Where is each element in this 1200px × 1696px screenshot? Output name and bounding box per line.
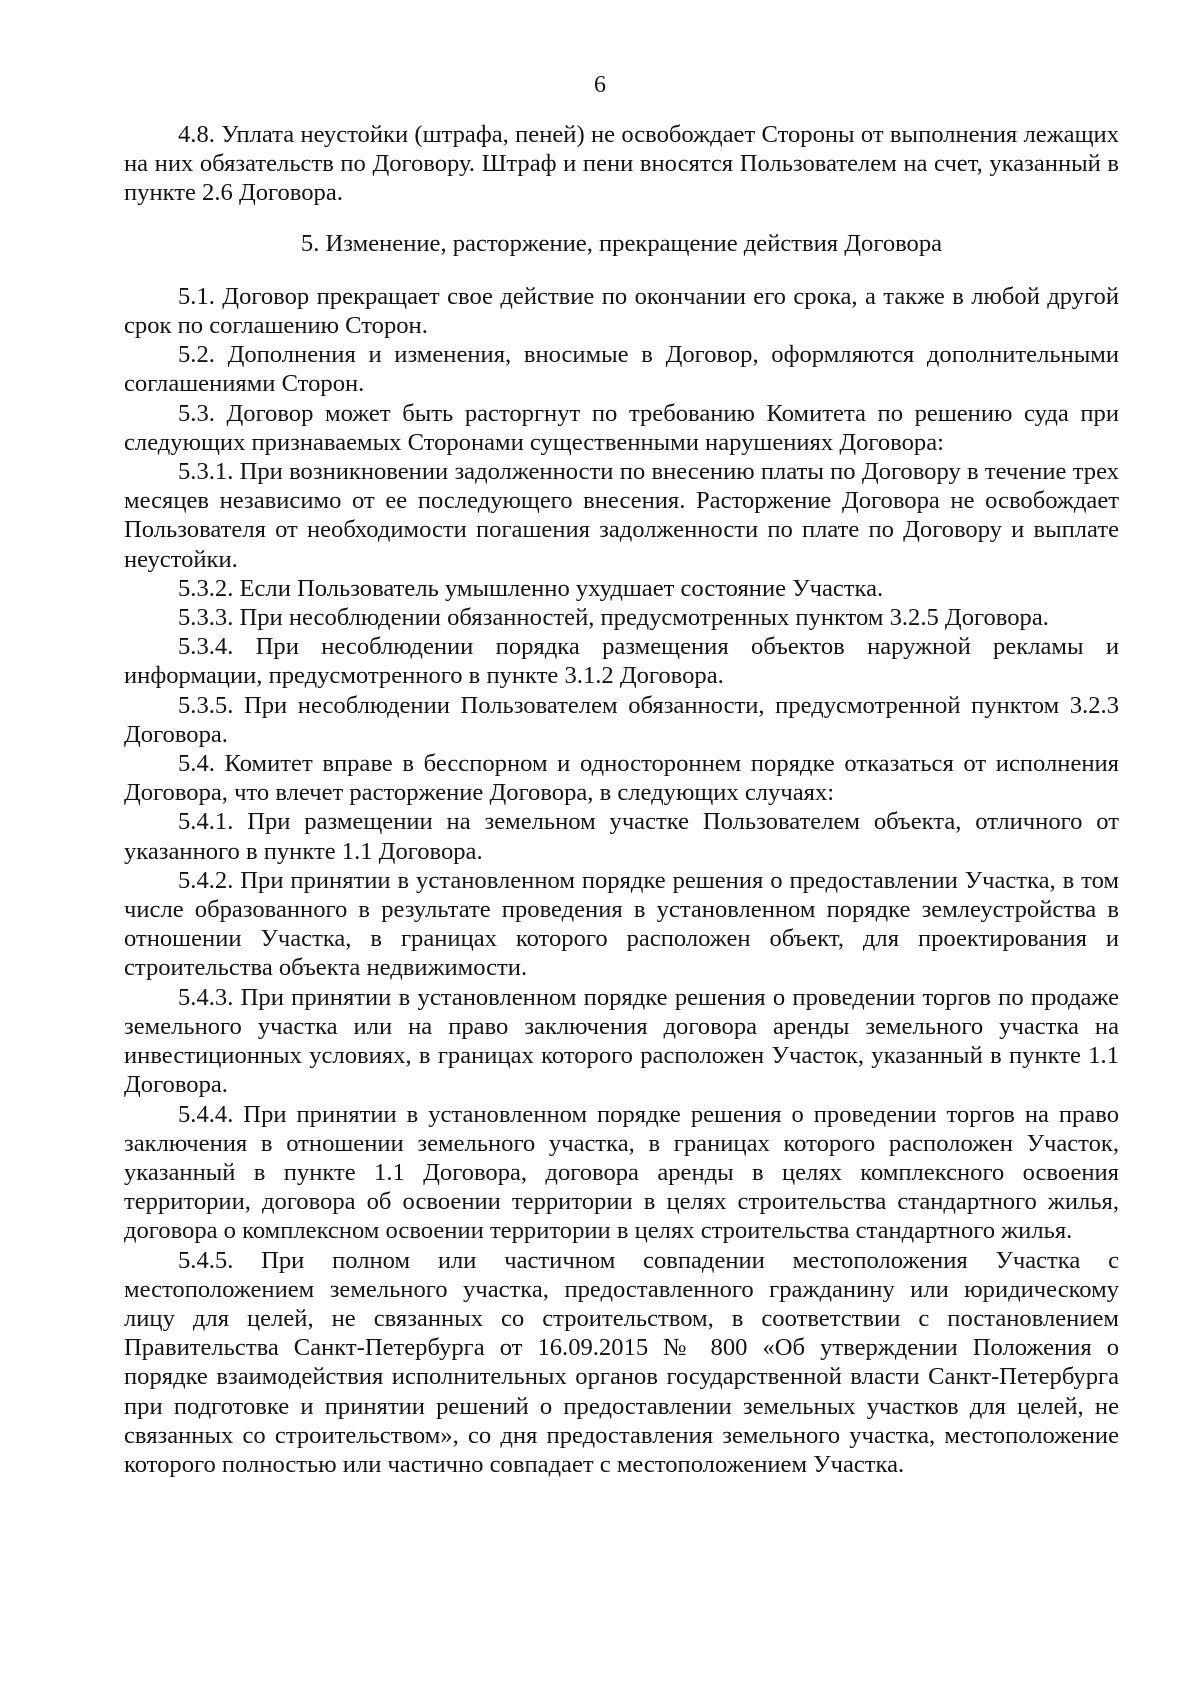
paragraph-5-3-5: 5.3.5. При несоблюдении Пользователем обязанности, предусмотренной пунктом 3.2.3 Договора.	[124, 691, 1119, 748]
paragraph-5-4-4: 5.4.4. При принятии в установленном порядке решения о проведении торгов на право заключения в отношении земельного участка, в границах которого расположен Участок, указанный в пункте 1.1 Договора, договора аренды в целях комплексного освоения территории, договора об освоении территории в целях строительства стандартного жилья, договора о комплексном освоении территории в целях строительства стандартного жилья.	[124, 1100, 1119, 1245]
paragraph-5-3-3: 5.3.3. При несоблюдении обязанностей, предусмотренных пунктом 3.2.5 Договора.	[178, 604, 1049, 632]
section-heading: 5. Изменение, расторжение, прекращение действия Договора	[300, 229, 943, 257]
paragraph-5-1: 5.1. Договор прекращает свое действие по окончании его срока, а также в любой другой срок по соглашению Сторон.	[124, 282, 1119, 340]
page-number: 6	[594, 72, 606, 98]
paragraph-4-8: 4.8. Уплата неустойки (штрафа, пеней) не освобождает Стороны от выполнения лежащих на них обязательств по Договору. Штраф и пени вносятся Пользователем на счет, указанный в пункте 2.6 Договора.	[124, 121, 1119, 207]
paragraph-5-3: 5.3. Договор может быть расторгнут по требованию Комитета по решению суда при следующих признаваемых Сторонами существенными нарушениях Договора:	[124, 399, 1119, 456]
paragraph-5-4-2: 5.4.2. При принятии в установленном порядке решения о предоставлении Участка, в том числе образованного в результате проведения в установленном порядке землеустройства в отношении Участка, в границах которого расположен объект, для проектирования и строительства объекта недвижимости.	[124, 866, 1119, 982]
paragraph-5-3-4: 5.3.4. При несоблюдении порядка размещения объектов наружной рекламы и информации, предусмотренного в пункте 3.1.2 Договора.	[124, 633, 1119, 690]
paragraph-5-2: 5.2. Дополнения и изменения, вносимые в Договор, оформляются дополнительными соглашениями Сторон.	[124, 341, 1119, 398]
paragraph-5-4-3: 5.4.3. При принятии в установленном порядке решения о проведении торгов по продаже земельного участка или на право заключения договора аренды земельного участка на инвестиционных условиях, в границах которого расположен Участок, указанный в пункте 1.1 Договора.	[124, 983, 1119, 1099]
paragraph-5-3-1: 5.3.1. При возникновении задолженности по внесению платы по Договору в течение трех месяцев независимо от ее последующего внесения. Расторжение Договора не освобождает Пользователя от необходимости погашения задолженности по плате по Договору и выплате неустойки.	[124, 458, 1119, 573]
paragraph-5-4-1: 5.4.1. При размещении на земельном участке Пользователем объекта, отличного от указанного в пункте 1.1 Договора.	[124, 808, 1119, 865]
paragraph-5-3-2: 5.3.2. Если Пользователь умышленно ухудшает состояние Участка.	[178, 574, 884, 602]
document-body	[124, 120, 1119, 1479]
paragraph-5-4: 5.4. Комитет вправе в бесспорном и одностороннем порядке отказаться от исполнения Договора, что влечет расторжение Договора, в следующих случаях:	[124, 750, 1119, 807]
paragraph-5-4-5: 5.4.5. При полном или частичном совпадении местоположения Участка с местоположением земельного участка, предоставленного гражданину или юридическому лицу для целей, не связанных со строительством, в соответствии с постановлением Правительства Санкт-Петербурга от 16.09.2015 № 800 «Об утверждении Положения о порядке взаимодействия исполнительных органов государственной власти Санкт-Петербурга при подготовке и принятии решений о предоставлении земельных участков для целей, не связанных со строительством», со дня предоставления земельного участка, местоположение которого полностью или частично совпадает с местоположением Участка.	[124, 1246, 1119, 1478]
